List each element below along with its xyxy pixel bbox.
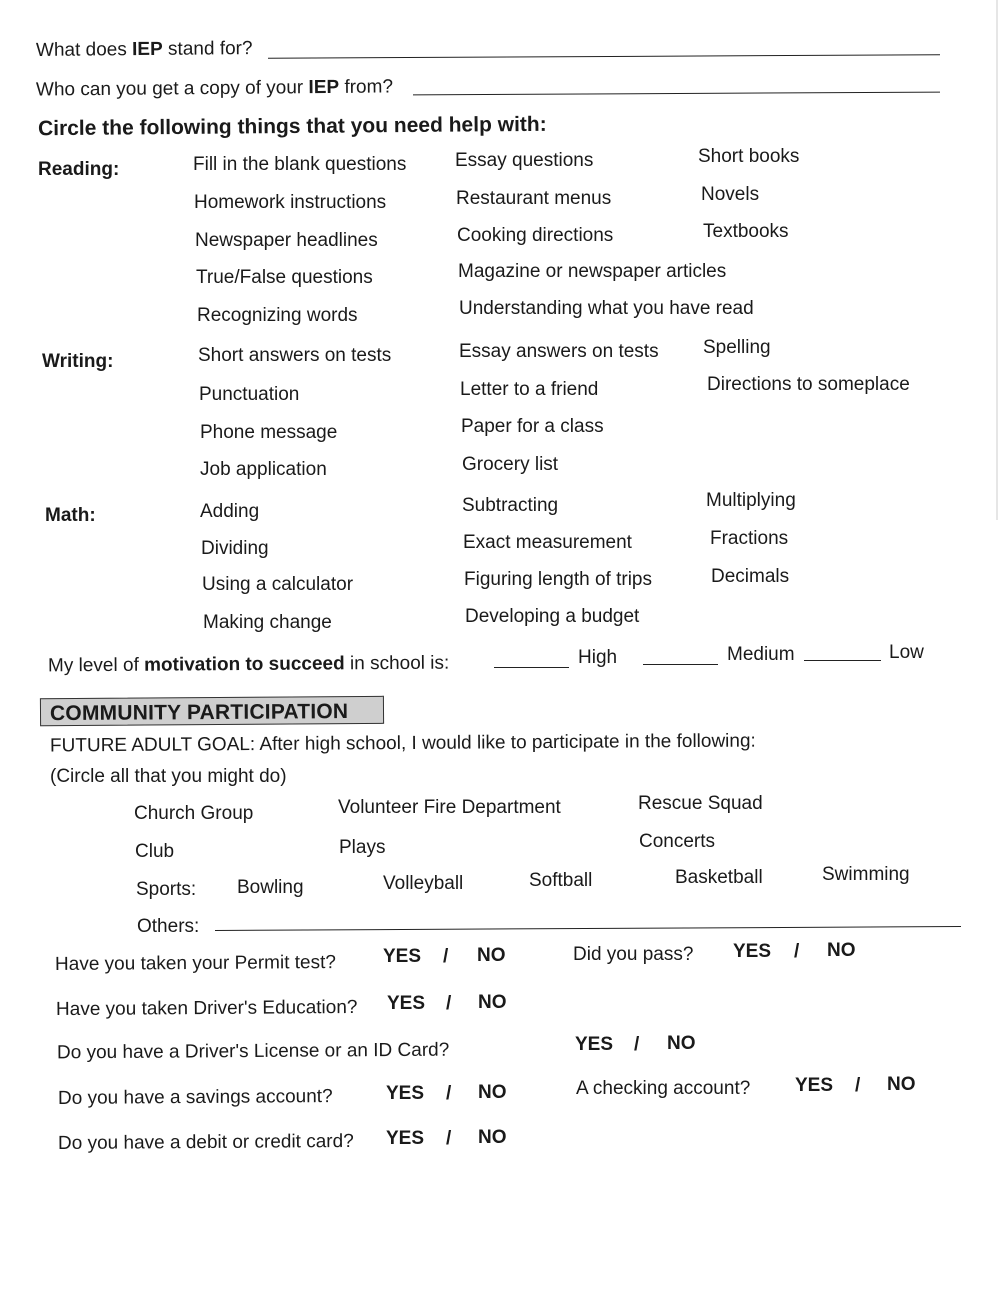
- circle-heading: Circle the following things that you need help with:: [37, 112, 547, 141]
- sport-item[interactable]: Volleyball: [383, 873, 464, 894]
- activity-concerts[interactable]: Concerts: [639, 831, 716, 852]
- future-goal-line2: (Circle all that you might do): [50, 766, 287, 787]
- slash: /: [446, 1128, 452, 1149]
- yes-option[interactable]: YES: [386, 1083, 425, 1104]
- math-item[interactable]: Developing a budget: [465, 606, 640, 627]
- motivation-low-blank[interactable]: [804, 660, 881, 661]
- writing-item[interactable]: Essay answers on tests: [459, 341, 659, 362]
- activity-church-group[interactable]: Church Group: [134, 803, 254, 824]
- no-option[interactable]: NO: [667, 1033, 696, 1054]
- others-label: Others:: [137, 916, 200, 937]
- reading-item[interactable]: Magazine or newspaper articles: [458, 261, 727, 282]
- no-option[interactable]: NO: [478, 1082, 507, 1103]
- q-permit-test: Have you taken your Permit test?: [54, 952, 336, 975]
- future-goal-line1: FUTURE ADULT GOAL: After high school, I would like to participate in the following:: [49, 730, 756, 757]
- sports-label: Sports:: [136, 879, 197, 900]
- yes-option[interactable]: YES: [575, 1034, 614, 1055]
- reading-item[interactable]: Textbooks: [703, 221, 789, 242]
- math-item[interactable]: Making change: [203, 612, 332, 633]
- yes-option[interactable]: YES: [383, 946, 422, 967]
- slash: /: [446, 1083, 452, 1104]
- math-item[interactable]: Dividing: [201, 538, 269, 559]
- sport-item[interactable]: Softball: [529, 870, 593, 891]
- q-drivers-license: Do you have a Driver's License or an ID Card?: [56, 1039, 450, 1064]
- iep-answer-line-1[interactable]: [268, 54, 940, 59]
- no-option[interactable]: NO: [478, 992, 507, 1013]
- math-item[interactable]: Multiplying: [706, 490, 796, 511]
- iep-q1-text-end: stand for?: [162, 38, 253, 60]
- reading-item[interactable]: Cooking directions: [457, 225, 614, 246]
- page-edge-shadow: [996, 0, 998, 520]
- iep-question-2: [36, 77, 393, 99]
- reading-item[interactable]: Homework instructions: [194, 192, 387, 213]
- motivation-high-blank[interactable]: [494, 667, 569, 668]
- activity-volunteer-fire[interactable]: Volunteer Fire Department: [338, 797, 561, 818]
- activity-rescue-squad[interactable]: Rescue Squad: [638, 793, 763, 814]
- sport-item[interactable]: Basketball: [675, 867, 763, 888]
- writing-item[interactable]: Punctuation: [199, 384, 300, 405]
- activity-plays[interactable]: Plays: [339, 837, 386, 858]
- q-savings-account: Do you have a savings account?: [57, 1086, 333, 1109]
- yes-option[interactable]: YES: [387, 993, 426, 1014]
- iep-answer-line-2[interactable]: [413, 92, 940, 96]
- math-label: Math:: [45, 505, 96, 526]
- community-title: COMMUNITY PARTICIPATION: [49, 700, 349, 726]
- reading-item[interactable]: Novels: [701, 184, 760, 205]
- reading-item[interactable]: Fill in the blank questions: [193, 154, 407, 175]
- writing-item[interactable]: Job application: [200, 459, 327, 480]
- writing-item[interactable]: Directions to someplace: [707, 374, 910, 395]
- q-debit-credit-card: Do you have a debit or credit card?: [57, 1130, 354, 1155]
- writing-label: Writing:: [42, 351, 114, 372]
- slash: /: [855, 1075, 861, 1096]
- iep-q1-bold: IEP: [132, 38, 163, 61]
- community-participation-heading: [40, 696, 384, 726]
- reading-item[interactable]: Newspaper headlines: [195, 230, 378, 251]
- motivation-medium: Medium: [727, 644, 795, 665]
- reading-item[interactable]: Recognizing words: [197, 305, 358, 326]
- motivation-text: My level of: [47, 654, 145, 677]
- iep-q1-text: What does: [35, 39, 133, 61]
- reading-item[interactable]: Understanding what you have read: [459, 298, 754, 319]
- q-checking-account: A checking account?: [576, 1078, 751, 1099]
- no-option[interactable]: NO: [827, 940, 856, 961]
- slash: /: [634, 1034, 640, 1055]
- writing-item[interactable]: Spelling: [703, 337, 771, 358]
- motivation-bold: motivation to succeed: [144, 653, 345, 676]
- writing-item[interactable]: Short answers on tests: [198, 345, 392, 366]
- iep-q2-bold: IEP: [308, 76, 340, 99]
- iep-question-1: [36, 39, 253, 60]
- motivation-question: [48, 654, 449, 676]
- reading-item[interactable]: Essay questions: [455, 150, 594, 171]
- activity-club[interactable]: Club: [135, 841, 175, 862]
- slash: /: [443, 946, 449, 967]
- iep-q2-text-end: from?: [339, 76, 394, 98]
- reading-label: Reading:: [38, 159, 120, 180]
- q-drivers-ed: Have you taken Driver's Education?: [55, 996, 358, 1021]
- no-option[interactable]: NO: [887, 1074, 916, 1095]
- slash: /: [446, 993, 452, 1014]
- math-item[interactable]: Figuring length of trips: [464, 569, 652, 590]
- no-option[interactable]: NO: [477, 945, 506, 966]
- others-answer-line[interactable]: [215, 926, 961, 931]
- motivation-medium-blank[interactable]: [643, 664, 718, 665]
- writing-item[interactable]: Paper for a class: [461, 416, 604, 437]
- math-item[interactable]: Decimals: [711, 566, 790, 587]
- writing-item[interactable]: Grocery list: [462, 454, 559, 475]
- yes-option[interactable]: YES: [386, 1128, 425, 1149]
- math-item[interactable]: Using a calculator: [202, 574, 354, 595]
- math-item[interactable]: Exact measurement: [463, 532, 632, 553]
- no-option[interactable]: NO: [478, 1127, 507, 1148]
- motivation-text-end: in school is:: [344, 652, 450, 675]
- writing-item[interactable]: Letter to a friend: [460, 379, 599, 400]
- math-item[interactable]: Adding: [200, 501, 260, 522]
- motivation-low: Low: [889, 642, 924, 663]
- sport-item[interactable]: Swimming: [822, 864, 910, 885]
- iep-q2-text: Who can you get a copy of your: [35, 77, 309, 101]
- q-did-you-pass: Did you pass?: [573, 944, 694, 965]
- reading-item[interactable]: Restaurant menus: [456, 188, 612, 209]
- sport-item[interactable]: Bowling: [237, 877, 304, 898]
- yes-option[interactable]: YES: [733, 941, 772, 962]
- reading-item[interactable]: Short books: [698, 146, 800, 167]
- reading-item[interactable]: True/False questions: [196, 267, 373, 288]
- slash: /: [794, 941, 800, 962]
- writing-item[interactable]: Phone message: [200, 422, 338, 443]
- yes-option[interactable]: YES: [795, 1075, 834, 1096]
- math-item[interactable]: Fractions: [710, 528, 789, 549]
- math-item[interactable]: Subtracting: [462, 495, 559, 516]
- motivation-high: High: [578, 647, 618, 668]
